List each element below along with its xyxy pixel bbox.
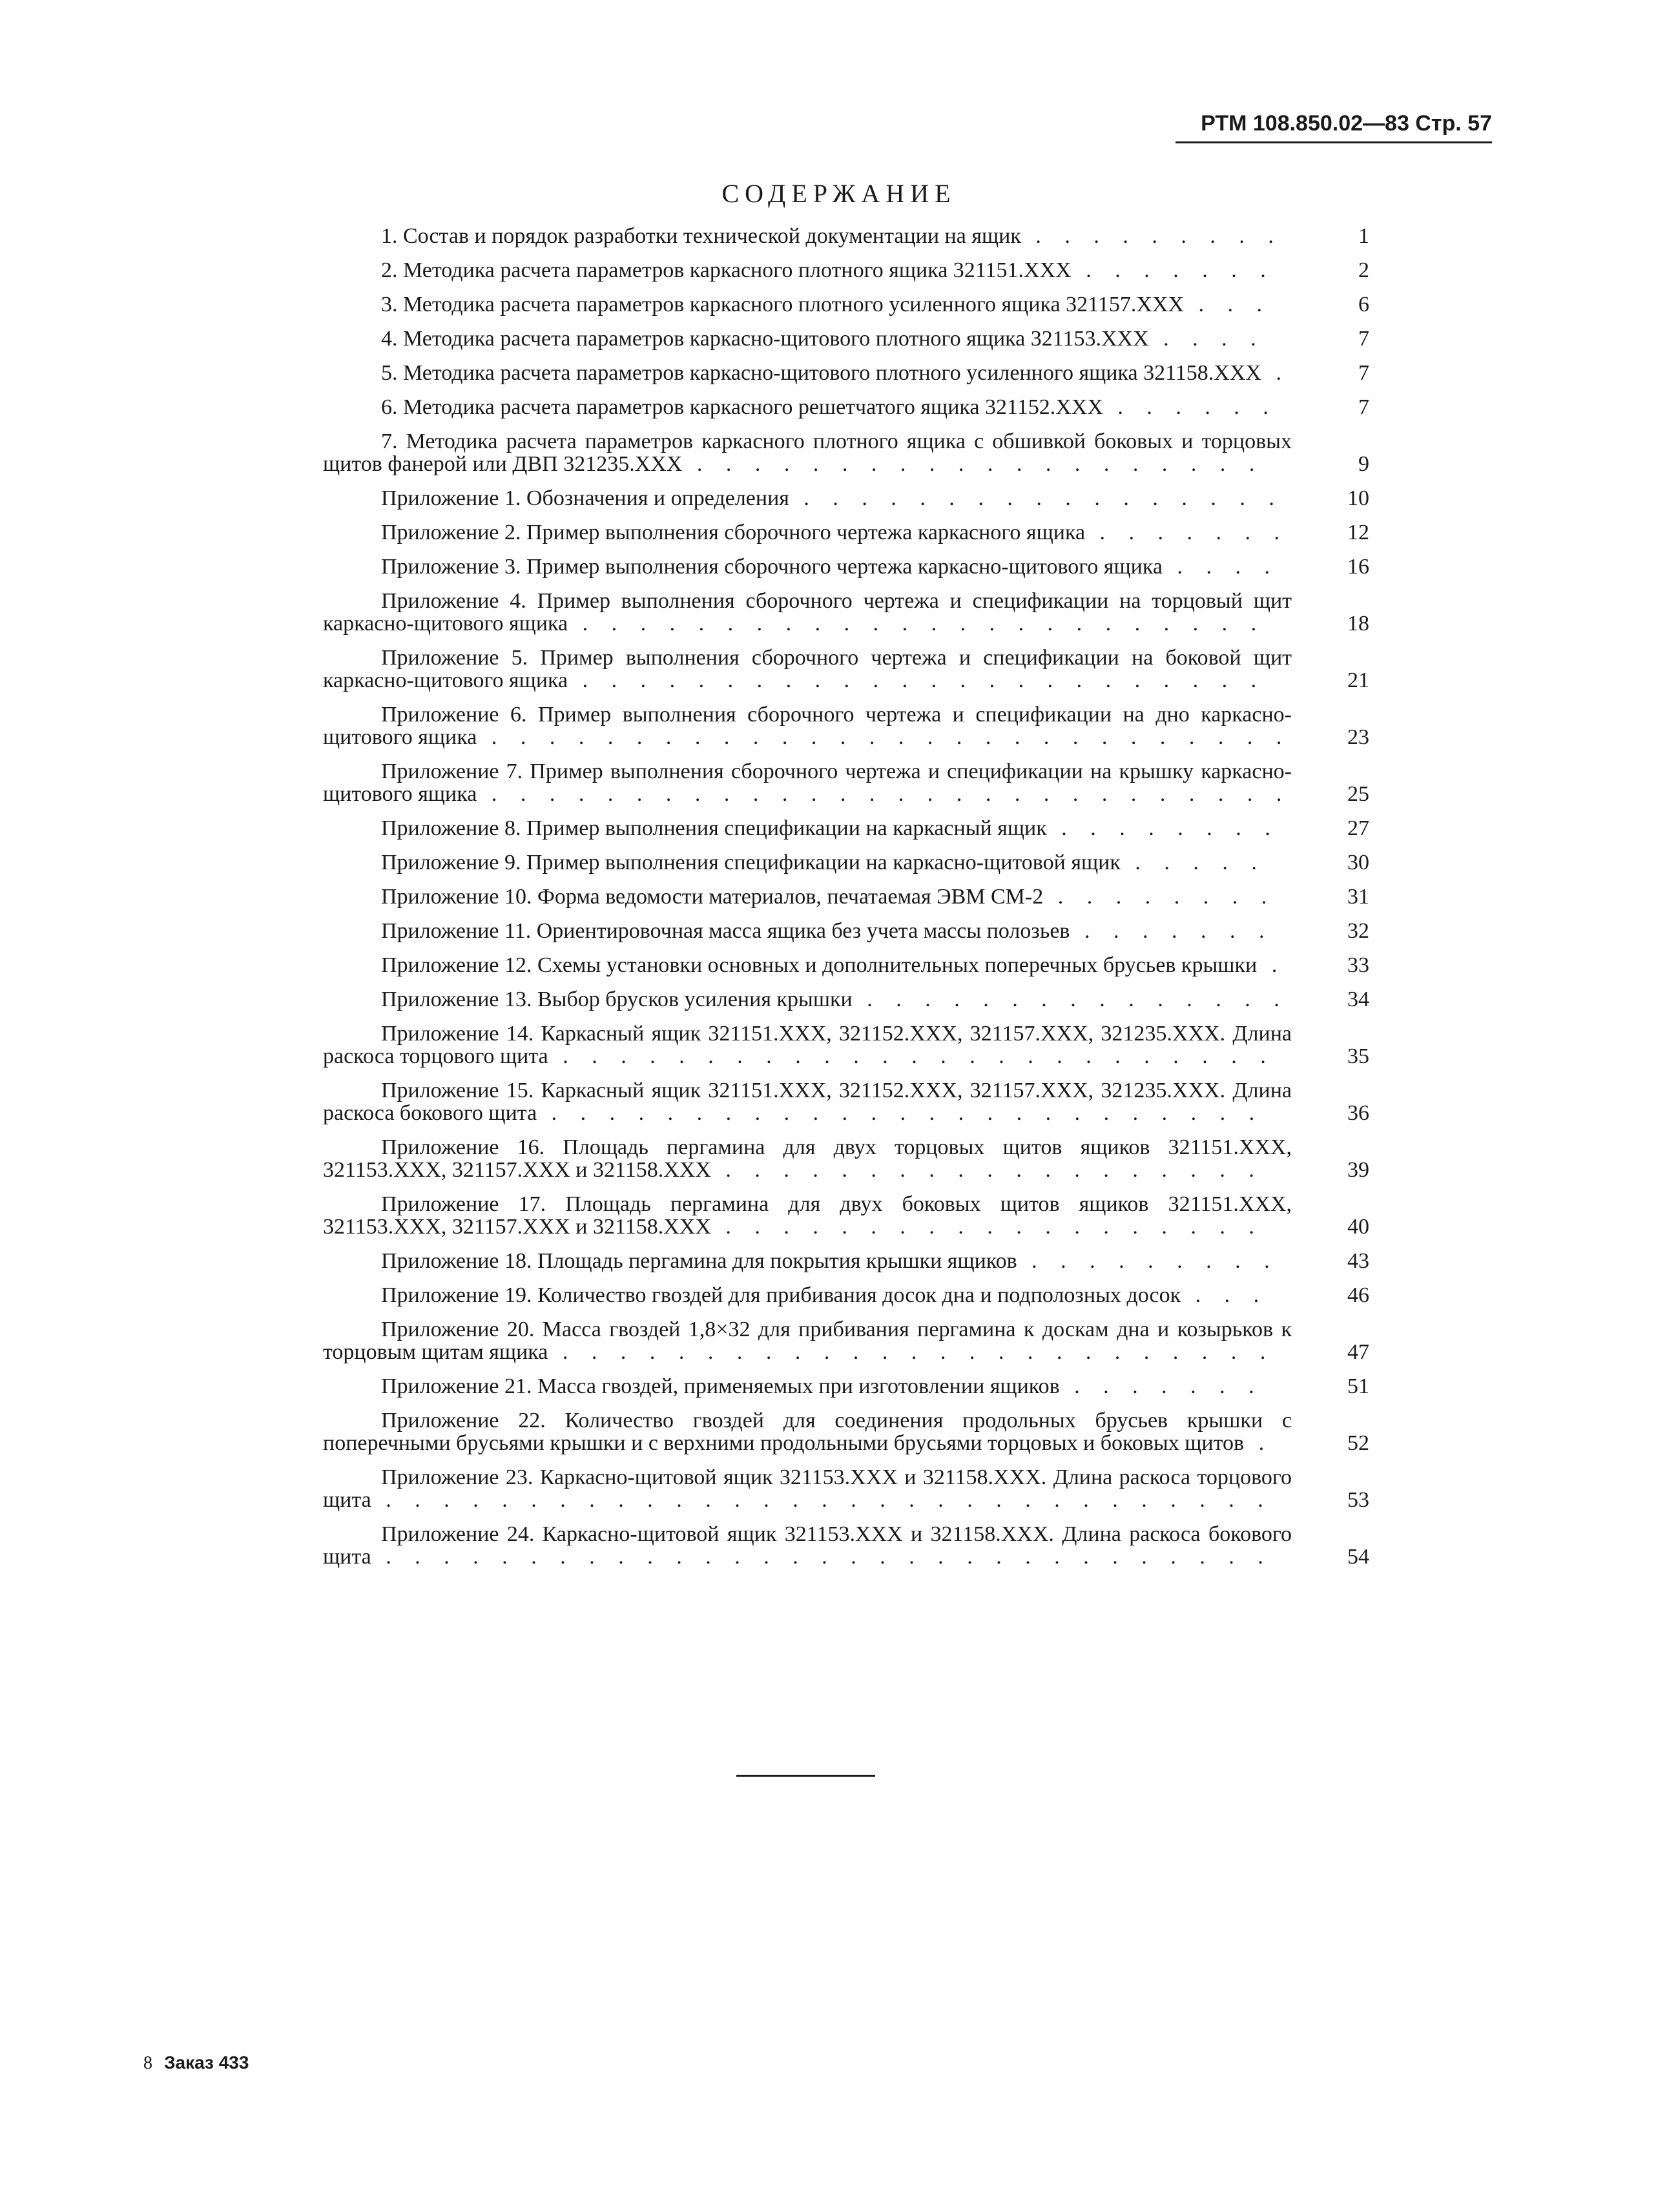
- toc-page-number: 47: [1347, 1340, 1369, 1364]
- toc-entry: [323, 327, 1389, 350]
- toc-entry-title: Приложение 23. Каркасно-щитовой ящик 321153.XXX и 321158.XXX. Длина раскоса торцового щита . . . . . . . . . . . . . . . . . . . . . . . . . . . . . . .: [323, 1465, 1292, 1512]
- toc-page-number: 1: [1358, 224, 1369, 248]
- leader-dots: . . . . . . .: [1059, 1374, 1263, 1398]
- toc-entry-title: Приложение 5. Пример выполнения сборочного чертежа и спецификации на боковой щит каркасно-щитового ящика . . . . . . . . . . . . . . . . . . . . . . . .: [323, 646, 1292, 692]
- toc-entry: [323, 1409, 1389, 1454]
- toc-entry-title: Приложение 22. Количество гвоздей для соединения продольных брусьев крышки с поперечными брусьями крышки и с верхними продольными брусьями торцовых и боковых щитов .: [323, 1409, 1292, 1455]
- toc-entry: [323, 1523, 1389, 1568]
- order-number: Заказ 433: [164, 2052, 249, 2072]
- leader-dots: . . .: [1184, 293, 1272, 316]
- toc-entry-title: Приложение 24. Каркасно-щитовой ящик 321153.XXX и 321158.XXX. Длина раскоса бокового щита . . . . . . . . . . . . . . . . . . . . . . . . . . . . . . .: [323, 1522, 1292, 1569]
- toc-entry: [323, 225, 1389, 247]
- toc-entry-title: 4. Методика расчета параметров каркасно-щитового плотного ящика 321153.XXX . . . .: [381, 327, 1265, 351]
- leader-dots: . . . . . .: [1103, 395, 1278, 419]
- toc-page-number: 35: [1347, 1044, 1369, 1068]
- toc-page-number: 46: [1347, 1283, 1369, 1307]
- toc-entry-title: Приложение 13. Выбор брусков усиления крышки . . . . . . . . . . . . . . .: [381, 987, 1289, 1011]
- toc-entry-title: Приложение 6. Пример выполнения сборочного чертежа и спецификации на дно каркасно-щитового ящика . . . . . . . . . . . . . . . . . . . . . . . . . . . .: [323, 703, 1292, 749]
- toc-page-number: 31: [1347, 885, 1369, 909]
- leader-dots: . . . . . . . .: [1043, 885, 1276, 909]
- toc-entry-title: Приложение 2. Пример выполнения сборочного чертежа каркасного ящика . . . . . . .: [381, 521, 1289, 544]
- toc-entry-title: Приложение 11. Ориентировочная масса ящика без учета массы полозьев . . . . . . .: [381, 919, 1274, 943]
- toc-page-number: 23: [1347, 725, 1369, 749]
- leader-dots: . . . . . . . . . . . . . . . . . . . . . . . . . . . . . . .: [371, 1488, 1272, 1512]
- leader-dots: . . . . . . . .: [1046, 816, 1279, 840]
- closing-divider: [736, 1775, 875, 1777]
- toc-entry-title: Приложение 7. Пример выполнения сборочного чертежа и спецификации на крышку каркасно-щитового ящика . . . . . . . . . . . . . . . . . . . . . . . . . . . .: [323, 760, 1292, 806]
- toc-page-number: 30: [1347, 851, 1369, 874]
- toc-entry: [323, 817, 1389, 840]
- leader-dots: . . . . . . .: [1085, 521, 1289, 544]
- toc-entry: [323, 396, 1389, 419]
- toc-entry: [323, 1466, 1389, 1511]
- toc-entry: [323, 885, 1389, 908]
- leader-dots: . . . . . . . . . . . . . . . . . . .: [710, 1215, 1263, 1239]
- toc-entry: [323, 1375, 1389, 1398]
- toc-page-number: 39: [1347, 1158, 1369, 1182]
- toc-entry: [323, 1318, 1389, 1363]
- toc-page-number: 34: [1347, 987, 1369, 1011]
- leader-dots: . . . . . . . . .: [1020, 224, 1283, 248]
- leader-dots: . . . . . . . . . . . . . . . . . . . . . . . . .: [548, 1044, 1275, 1068]
- leader-dots: . . .: [1181, 1283, 1269, 1307]
- toc-page-number: 52: [1347, 1431, 1369, 1455]
- leader-dots: .: [1244, 1431, 1274, 1455]
- toc-entry: [323, 1193, 1389, 1238]
- toc-entry-title: Приложение 9. Пример выполнения спецификации на каркасно-щитовой ящик . . . . .: [381, 851, 1266, 874]
- page-title: СОДЕРЖАНИЕ: [721, 179, 957, 208]
- toc-entry-title: 7. Методика расчета параметров каркасного плотного ящика с обшивкой боковых и торцовых щитов фанерой или ДВП 321235.XXX . . . . . . . . . . . . . . . . . . . .: [323, 429, 1292, 476]
- toc-entry: [323, 1284, 1389, 1307]
- leader-dots: . . . . . . . . . . . . . . .: [852, 987, 1289, 1011]
- toc-entry: [323, 760, 1389, 805]
- toc-entry: [323, 851, 1389, 874]
- toc-entry: [323, 1079, 1389, 1124]
- leader-dots: . . . . . . . . . . . . . . . . . . . . . . . . . . . .: [477, 725, 1291, 749]
- toc-entry-title: 1. Состав и порядок разработки технической документации на ящик . . . . . . . . .: [381, 224, 1283, 248]
- toc-entry-title: Приложение 10. Форма ведомости материалов, печатаемая ЭВМ СМ-2 . . . . . . . .: [381, 885, 1276, 909]
- toc-entry-title: 5. Методика расчета параметров каркасно-щитового плотного усиленного ящика 321158.XXX .: [381, 361, 1290, 385]
- leader-dots: . . . . . . . . . . . . . . . . . . . . . . . . .: [537, 1101, 1264, 1125]
- toc-page-number: 33: [1347, 953, 1369, 977]
- toc-page-number: 16: [1347, 555, 1369, 579]
- toc-page-number: 43: [1347, 1249, 1369, 1273]
- toc-page-number: 7: [1358, 361, 1369, 385]
- toc-entry-title: Приложение 16. Площадь пергамина для двух торцовых щитов ящиков 321151.XXX, 321153.XXX, 321157.XXX и 321158.XXX . . . . . . . . . . . . . . . . . . .: [323, 1135, 1292, 1182]
- leader-dots: . . . . . . . . . . . . . . . . . . . . . . . . .: [548, 1340, 1275, 1364]
- toc-entry-title: Приложение 4. Пример выполнения сборочного чертежа и спецификации на торцовый щит каркасно-щитового ящика . . . . . . . . . . . . . . . . . . . . . . . .: [323, 589, 1292, 636]
- toc-entry-title: 6. Методика расчета параметров каркасного решетчатого ящика 321152.XXX . . . . . .: [381, 395, 1278, 419]
- leader-dots: . . . .: [1148, 327, 1265, 351]
- toc-entry-title: Приложение 18. Площадь пергамина для покрытия крышки ящиков . . . . . . . . .: [381, 1249, 1279, 1273]
- leader-dots: . . . . . . . . . . . . . . . . . . . . . . . .: [568, 612, 1266, 636]
- toc-entry: [323, 259, 1389, 282]
- toc-page-number: 7: [1358, 327, 1369, 351]
- toc-entry: [323, 362, 1389, 384]
- leader-dots: . . . . .: [1120, 851, 1266, 874]
- print-footer: [143, 2052, 249, 2074]
- toc-page-number: 25: [1347, 782, 1369, 806]
- page-header: РТМ 108.850.02—83 Стр. 57: [1176, 111, 1492, 143]
- toc-entry-title: Приложение 17. Площадь пергамина для двух боковых щитов ящиков 321151.XXX, 321153.XXX, 321157.XXX и 321158.XXX . . . . . . . . . . . . . . . . . . .: [323, 1192, 1292, 1239]
- toc-entry: [323, 920, 1389, 942]
- toc-entry: [323, 521, 1389, 544]
- toc-entry: [323, 293, 1389, 316]
- toc-page-number: 27: [1347, 816, 1369, 840]
- toc-entry-title: Приложение 19. Количество гвоздей для прибивания досок дна и подполозных досок . . .: [381, 1283, 1269, 1307]
- leader-dots: .: [1261, 361, 1290, 385]
- leader-dots: . . . . . . . . . . . . . . . . . . .: [710, 1158, 1263, 1182]
- toc-entry: [323, 1250, 1389, 1272]
- leader-dots: . . . . . . . . . . . . . . . . . . . . . . . . . . . . . . .: [371, 1545, 1272, 1569]
- toc-page-number: 18: [1347, 612, 1369, 636]
- toc-page-number: 54: [1347, 1545, 1369, 1569]
- toc-page-number: 40: [1347, 1215, 1369, 1239]
- toc-entry: [323, 487, 1389, 510]
- toc-page-number: 36: [1347, 1101, 1369, 1125]
- toc-entry-title: Приложение 1. Обозначения и определения . . . . . . . . . . . . . . . . .: [381, 486, 1283, 510]
- toc-entry-title: Приложение 14. Каркасный ящик 321151.XXX, 321152.XXX, 321157.XXX, 321235.XXX. Длина раскоса торцового щита . . . . . . . . . . . . . . . . . . . . . . . . .: [323, 1022, 1292, 1068]
- leader-dots: . . . . . . .: [1071, 258, 1275, 282]
- toc-entry: [323, 646, 1389, 692]
- toc-entry-title: 2. Методика расчета параметров каркасного плотного ящика 321151.XXX . . . . . . .: [381, 258, 1275, 282]
- toc-entry: [323, 1136, 1389, 1181]
- toc-entry: [323, 1022, 1389, 1068]
- toc-entry: [323, 954, 1389, 977]
- toc-page-number: 2: [1358, 258, 1369, 282]
- sheet-number: 8: [143, 2053, 152, 2073]
- leader-dots: . . . . . . . . .: [1017, 1249, 1279, 1273]
- toc-entry-title: Приложение 21. Масса гвоздей, применяемых при изготовлении ящиков . . . . . . .: [381, 1374, 1263, 1398]
- toc-page-number: 32: [1347, 919, 1369, 943]
- toc-entry: [323, 590, 1389, 635]
- toc-entry: [323, 988, 1389, 1011]
- leader-dots: . . . .: [1162, 555, 1279, 579]
- toc-entry-title: Приложение 8. Пример выполнения спецификации на каркасный ящик . . . . . . . .: [381, 816, 1279, 840]
- toc-page-number: 6: [1358, 293, 1369, 316]
- toc-entry-title: Приложение 12. Схемы установки основных и дополнительных поперечных брусьев крышки .: [381, 953, 1287, 977]
- toc-page-number: 21: [1347, 668, 1369, 692]
- toc-page-number: 7: [1358, 395, 1369, 419]
- leader-dots: .: [1257, 953, 1287, 977]
- toc-page-number: 51: [1347, 1374, 1369, 1398]
- toc-entry: [323, 703, 1389, 749]
- toc-entry-title: Приложение 15. Каркасный ящик 321151.XXX, 321152.XXX, 321157.XXX, 321235.XXX. Длина раскоса бокового щита . . . . . . . . . . . . . . . . . . . . . . . . .: [323, 1079, 1292, 1125]
- toc-page-number: 53: [1347, 1488, 1369, 1512]
- toc-page-number: 12: [1347, 521, 1369, 544]
- leader-dots: . . . . . . .: [1070, 919, 1274, 943]
- toc-entry-title: Приложение 3. Пример выполнения сборочного чертежа каркасно-щитового ящика . . . .: [381, 555, 1279, 579]
- toc-entry: [323, 430, 1389, 475]
- toc-page-number: 10: [1347, 486, 1369, 510]
- toc-page-number: 9: [1358, 452, 1369, 476]
- leader-dots: . . . . . . . . . . . . . . . . .: [789, 486, 1283, 510]
- leader-dots: . . . . . . . . . . . . . . . . . . . . . . . . . . . .: [477, 782, 1291, 806]
- table-of-contents: [323, 225, 1389, 1580]
- toc-entry: [323, 555, 1389, 578]
- toc-entry-title: 3. Методика расчета параметров каркасного плотного усиленного ящика 321157.XXX . . .: [381, 293, 1272, 316]
- leader-dots: . . . . . . . . . . . . . . . . . . . . . . . .: [568, 668, 1266, 692]
- toc-entry-title: Приложение 20. Масса гвоздей 1,8×32 для прибивания пергамина к доскам дна и козырьков к торцовым щитам ящика . . . . . . . . . . . . . . . . . . . . . . . . .: [323, 1318, 1292, 1364]
- leader-dots: . . . . . . . . . . . . . . . . . . . .: [682, 452, 1264, 476]
